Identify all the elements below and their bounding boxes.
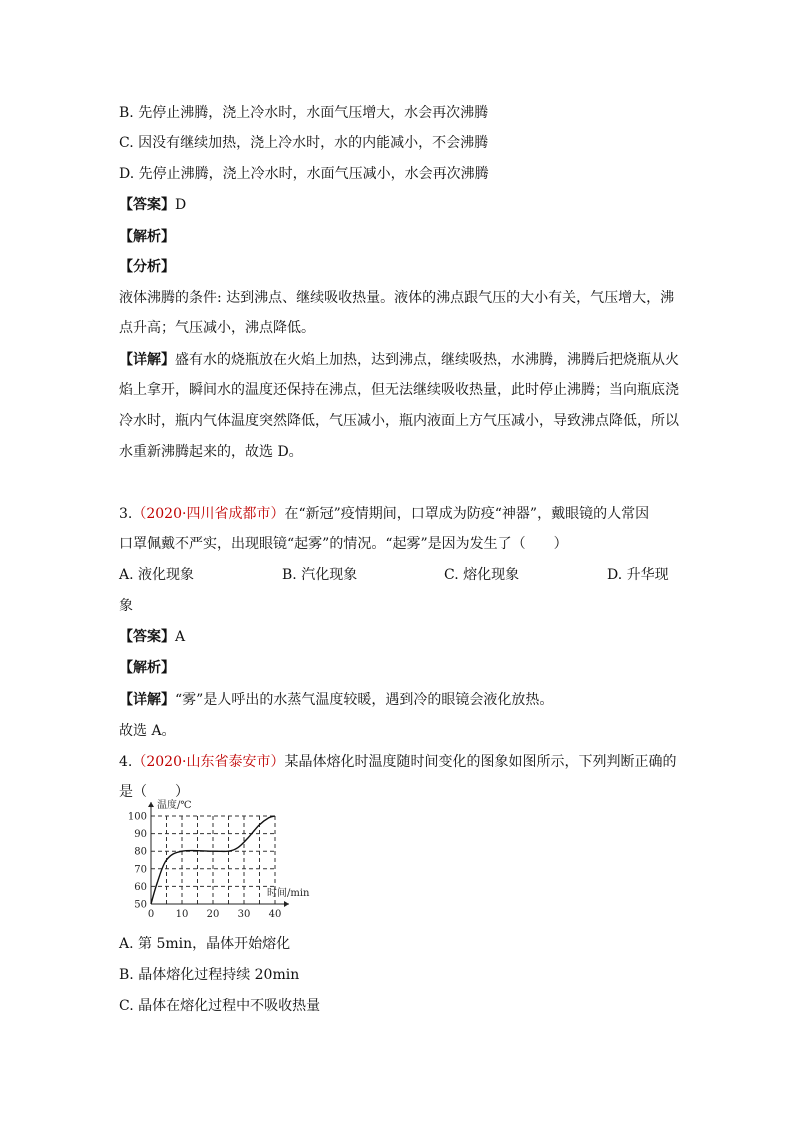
q3-answer — [119, 627, 185, 647]
chart-grid — [151, 816, 275, 904]
q3-option-a: A. 液化现象 — [119, 567, 195, 583]
q2-option-b: B. 先停止沸腾，浇上冷水时，水面气压增大，水会再次沸腾 — [119, 105, 489, 121]
x-tick-label: 30 — [237, 909, 251, 920]
q3-option-b: B. 汽化现象 — [282, 567, 358, 583]
detail-text: 盛有水的烧瓶放在火焰上加热，达到沸点，继续吸热，水沸腾，沸腾后把烧瓶从火 — [175, 352, 679, 368]
q2-fenxi-tag: 【分析】 — [119, 259, 175, 275]
y-tick-label: 70 — [134, 864, 147, 876]
q3-stem-line2: 口罩佩戴不严实，出现眼镜“起雾”的情况。“起雾”是因为发生了（ ） — [119, 536, 568, 552]
y-tick-label: 90 — [134, 829, 147, 841]
y-axis-arrow — [148, 802, 154, 807]
y-tick-label: 60 — [134, 881, 147, 893]
question-stem: 在“新冠”疫情期间，口罩成为防疫“神器”，戴眼镜的人常因 — [284, 506, 650, 522]
q2-detail-line1 — [119, 350, 679, 370]
x-axis-arrow — [284, 901, 289, 907]
q3-option-d-cont: 象 — [119, 598, 133, 614]
question-source: （2020·四川省成都市） — [132, 506, 285, 522]
y-tick-label: 80 — [134, 846, 147, 858]
q3-option-d: D. 升华现 — [607, 567, 669, 583]
y-tick-label: 50 — [134, 899, 147, 911]
melting-curve-chart — [127, 788, 342, 928]
question-stem: 某晶体熔化时温度随时间变化的图象如图所示，下列判断正确的 — [284, 754, 677, 770]
question-source: （2020·山东省泰安市） — [132, 754, 285, 770]
y-tick-label: 100 — [127, 811, 147, 823]
question-number: 4. — [119, 754, 133, 770]
q2-detail-line2: 焰上拿开，瞬间水的温度还保持在沸点，但无法继续吸收热量，此时停止沸腾；当向瓶底浇 — [119, 382, 679, 398]
x-tick-label: 40 — [268, 909, 282, 920]
q2-answer — [119, 195, 186, 215]
q2-option-c: C. 因没有继续加热，浇上冷水时，水的内能减小，不会沸腾 — [119, 135, 489, 151]
q4-option-b: B. 晶体熔化过程持续 20min — [119, 967, 300, 983]
x-tick-label: 0 — [147, 909, 155, 920]
q3-analysis-tag: 【解析】 — [119, 660, 175, 676]
x-tick-label: 20 — [206, 909, 220, 920]
answer-value: D — [175, 197, 187, 213]
detail-text: “雾”是人呼出的水蒸气温度较暖，遇到冷的眼镜会液化放热。 — [175, 692, 554, 708]
answer-tag: 【答案】 — [119, 629, 175, 645]
x-tick-label: 10 — [175, 909, 189, 920]
q2-fenxi-line1: 液体沸腾的条件: 达到沸点、继续吸收热量。液体的沸点跟气压的大小有关，气压增大，沸 — [119, 290, 675, 306]
q2-detail-line3: 冷水时，瓶内气体温度突然降低，气压减小，瓶内液面上方气压减小，导致沸点降低，所以 — [119, 413, 679, 429]
q4-stem-line1 — [119, 752, 676, 772]
q3-detail-line2: 故选 A。 — [119, 723, 176, 739]
x-axis-label: 时间/min — [267, 888, 310, 899]
q2-fenxi-line2: 点升高；气压减小，沸点降低。 — [119, 320, 315, 336]
q2-detail-line4: 水重新沸腾起来的，故选 D。 — [119, 444, 303, 460]
q4-stem-line2: 是（ ） — [119, 784, 189, 800]
detail-tag: 【详解】 — [119, 692, 175, 708]
q3-stem-line1 — [119, 504, 649, 524]
q3-option-c: C. 熔化现象 — [444, 567, 520, 583]
q4-option-c: C. 晶体在熔化过程中不吸收热量 — [119, 998, 321, 1014]
q3-detail-line1 — [119, 690, 553, 710]
y-axis-label: 温度/℃ — [157, 800, 192, 811]
detail-tag: 【详解】 — [119, 352, 175, 368]
q2-analysis-tag: 【解析】 — [119, 229, 175, 245]
answer-tag: 【答案】 — [119, 197, 175, 213]
q2-option-d: D. 先停止沸腾，浇上冷水时，水面气压减小，水会再次沸腾 — [119, 166, 489, 182]
question-number: 3. — [119, 506, 133, 522]
q4-option-a: A. 第 5min，晶体开始熔化 — [119, 936, 291, 952]
answer-value: A — [175, 629, 186, 645]
